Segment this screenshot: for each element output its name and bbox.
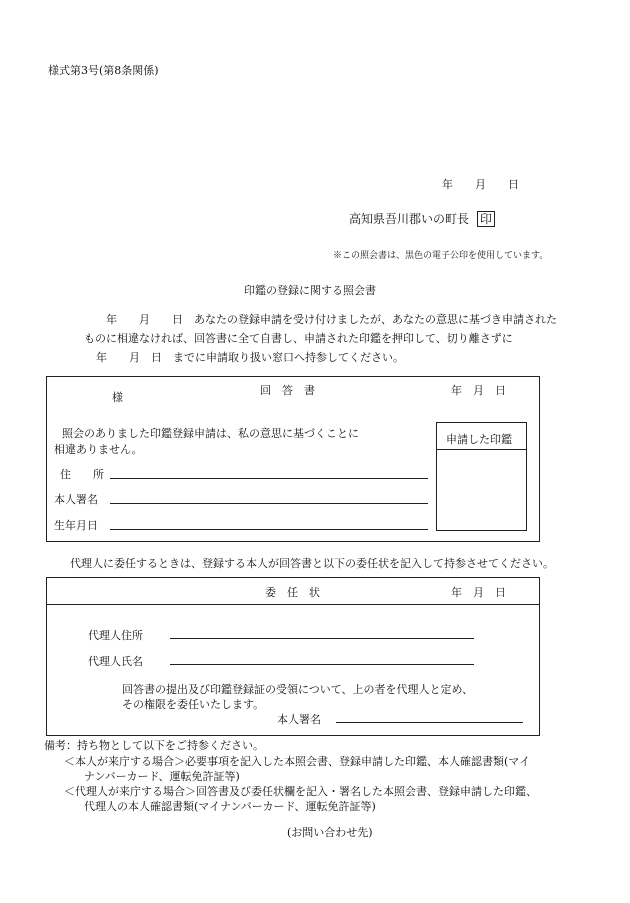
proxy-address-field[interactable] bbox=[170, 638, 474, 639]
delegate-instruction: 代理人に委任するときは、登録する本人が回答書と以下の委任状を記入して持参させてください。 bbox=[70, 557, 554, 570]
proxy-signature-label: 本人署名 bbox=[277, 713, 321, 726]
proxy-date: 年 月 日 bbox=[451, 586, 506, 599]
answer-heading: 回 答 書 bbox=[260, 384, 315, 397]
notes-line-1: ＜本人が来庁する場合＞必要事項を記入した本照会書、登録申請した印鑑、本人確認書類(マイ bbox=[64, 755, 531, 768]
answer-statement-1: 照会のありました印鑑登録申請は、私の意思に基づくことに bbox=[62, 427, 359, 440]
answer-signature-label: 本人署名 bbox=[54, 493, 98, 506]
proxy-address-label: 代理人住所 bbox=[88, 629, 143, 642]
answer-sama: 様 bbox=[112, 391, 123, 404]
body-line-3: 年 月 日 までに申請取り扱い窓口へ持参してください。 bbox=[96, 351, 404, 364]
body-line-2: ものに相違なければ、回答書に全て自書し、申請された印鑑を押印して、切り離さずに bbox=[84, 332, 513, 345]
document-title: 印鑑の登録に関する照会書 bbox=[244, 284, 376, 297]
issuer-name: 高知県吾川郡いの町長 bbox=[349, 212, 470, 226]
notes-line-3: ＜代理人が来庁する場合＞回答書及び委任状欄を記入・署名した本照会書、登録申請した印鑑、 bbox=[64, 785, 537, 798]
answer-statement-2: 相違ありません。 bbox=[54, 443, 143, 456]
form-number: 様式第3号(第8条関係) bbox=[48, 64, 159, 77]
notes-head: 備考：持ち物として以下をご持参ください。 bbox=[44, 739, 264, 752]
notes-line-4: 代理人の本人確認書類(マイナンバーカード、運転免許証等) bbox=[84, 800, 376, 813]
proxy-heading: 委 任 状 bbox=[265, 586, 320, 599]
answer-signature-field[interactable] bbox=[110, 503, 428, 504]
seal-box-label: 申請した印鑑 bbox=[446, 433, 512, 446]
seal-note: ※この照会書は、黒色の電子公印を使用しています。 bbox=[333, 251, 549, 261]
proxy-name-label: 代理人氏名 bbox=[88, 655, 143, 668]
proxy-name-field[interactable] bbox=[170, 664, 474, 665]
seal-box-divider bbox=[436, 449, 527, 450]
answer-address-label: 住 所 bbox=[60, 468, 104, 481]
issuer-line bbox=[349, 210, 495, 227]
body-line-1: 年 月 日 あなたの登録申請を受け付けましたが、あなたの意思に基づき申請された bbox=[106, 313, 557, 326]
proxy-text-1: 回答書の提出及び印鑑登録証の受領について、上の者を代理人と定め、 bbox=[122, 683, 474, 696]
answer-address-field[interactable] bbox=[110, 478, 428, 479]
proxy-signature-field[interactable] bbox=[336, 722, 523, 723]
proxy-header-divider bbox=[46, 604, 540, 605]
answer-birthdate-label: 生年月日 bbox=[54, 519, 98, 532]
contact-label: (お問い合わせ先) bbox=[287, 826, 373, 839]
official-seal-mark: 印 bbox=[477, 211, 495, 227]
header-date: 年 月 日 bbox=[442, 178, 519, 191]
answer-date: 年 月 日 bbox=[451, 384, 506, 397]
notes-line-2: ナンバーカード、運転免許証等) bbox=[84, 770, 240, 783]
answer-birthdate-field[interactable] bbox=[110, 529, 428, 530]
proxy-text-2: その権限を委任いたします。 bbox=[122, 698, 265, 711]
